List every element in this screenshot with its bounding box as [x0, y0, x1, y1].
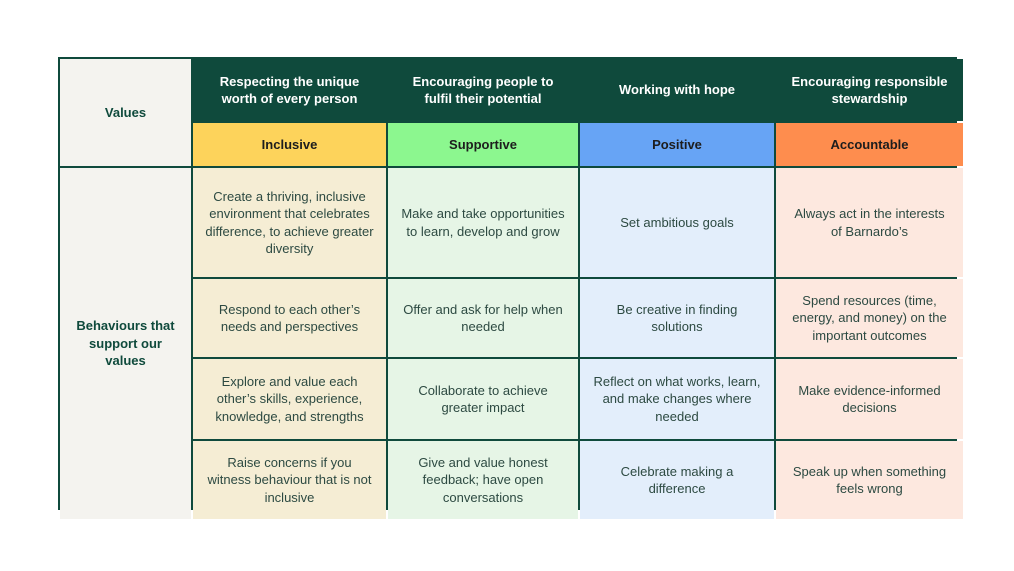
- behaviour-cell: Respond to each other’s needs and perspectives: [193, 279, 386, 357]
- behaviour-cell: Always act in the interests of Barnardo’s: [776, 168, 963, 277]
- value-header-encouraging-people: Encouraging people to fulfil their potential: [388, 59, 578, 121]
- value-header-stewardship: Encouraging responsible stewardship: [776, 59, 963, 121]
- behaviour-cell: Speak up when something feels wrong: [776, 441, 963, 519]
- behaviour-cell: Spend resources (time, energy, and money) on the important outcomes: [776, 279, 963, 357]
- value-header-respecting: Respecting the unique worth of every person: [193, 59, 386, 121]
- behaviour-cell: Give and value honest feedback; have open conversations: [388, 441, 578, 519]
- behaviour-cell: Offer and ask for help when needed: [388, 279, 578, 357]
- behaviours-row-label: Behaviours that support our values: [60, 168, 191, 519]
- behaviour-cell: Be creative in finding solutions: [580, 279, 774, 357]
- behaviour-cell: Set ambitious goals: [580, 168, 774, 277]
- behaviour-cell: Make evidence-informed decisions: [776, 359, 963, 439]
- values-corner-label: Values: [60, 59, 191, 166]
- trait-positive: Positive: [580, 123, 774, 166]
- value-header-hope: Working with hope: [580, 59, 774, 121]
- behaviour-cell: Celebrate making a difference: [580, 441, 774, 519]
- trait-inclusive: Inclusive: [193, 123, 386, 166]
- behaviour-cell: Make and take opportunities to learn, develop and grow: [388, 168, 578, 277]
- behaviour-cell: Collaborate to achieve greater impact: [388, 359, 578, 439]
- behaviour-cell: Reflect on what works, learn, and make changes where needed: [580, 359, 774, 439]
- behaviour-cell: Explore and value each other’s skills, experience, knowledge, and strengths: [193, 359, 386, 439]
- trait-accountable: Accountable: [776, 123, 963, 166]
- behaviour-cell: Raise concerns if you witness behaviour that is not inclusive: [193, 441, 386, 519]
- values-table: [58, 57, 957, 510]
- trait-supportive: Supportive: [388, 123, 578, 166]
- behaviour-cell: Create a thriving, inclusive environment that celebrates difference, to achieve greater diversity: [193, 168, 386, 277]
